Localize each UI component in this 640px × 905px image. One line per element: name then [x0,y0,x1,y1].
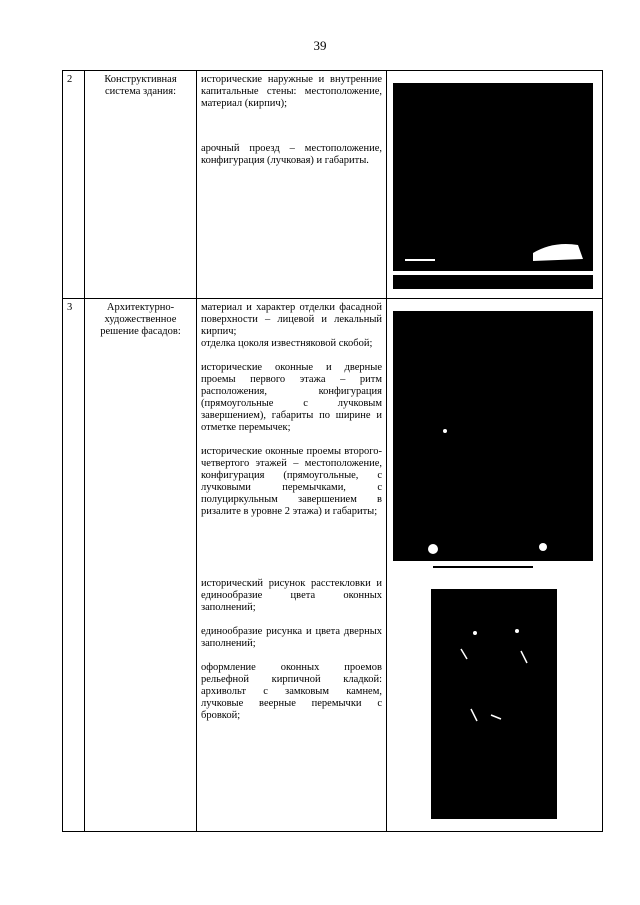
page-number: 39 [313,38,327,53]
facade-photo [393,311,593,573]
description-paragraph: исторический рисунок расстекловки и единообразие цвета оконных заполнений; [201,578,382,613]
row-description [197,299,387,832]
description-paragraph: оформление оконных проемов рельефной кирпичной кладкой: архивольт с замковым камнем, лучковые веерные перемычки с бровкой; [201,662,382,721]
row-title: Конструктивная система здания: [85,71,197,299]
description-paragraph: единообразие рисунка и цвета дверных заполнений; [201,626,382,649]
row-number: 2 [63,71,85,299]
description-paragraph: материал и характер отделки фасадной поверхности – лицевой и лекальный кирпич; [201,302,382,337]
facade-photo [393,83,593,289]
photo-cell [387,299,603,832]
photo-cell [387,71,603,299]
row-description [197,71,387,299]
table-row [63,71,603,299]
row-number: 3 [63,299,85,832]
description-paragraph: исторические оконные и дверные проемы первого этажа – ритм расположения, конфигурация (прямоугольные с лучковым завершением), габариты по ширине и отметке перемычек; [201,362,382,433]
window-photo [431,589,557,819]
description-paragraph: исторические оконные проемы второго-четвертого этажей – местоположение, конфигурация (прямоугольные, с лучковыми перемычками, с полуциркульным завершением в ризалите в уровне 2 этажа) и габариты; [201,446,382,517]
description-paragraph: арочный проезд – местоположение, конфигурация (лучковая) и габариты. [201,143,382,166]
description-paragraph: исторические наружные и внутренние капитальные стены: местоположение, материал (кирпич); [201,74,382,109]
row-title: Архитектурно-художественное решение фасадов: [85,299,197,832]
table-row [63,299,603,832]
protection-table [62,70,603,832]
description-paragraph: отделка цоколя известняковой скобой; [201,338,373,349]
